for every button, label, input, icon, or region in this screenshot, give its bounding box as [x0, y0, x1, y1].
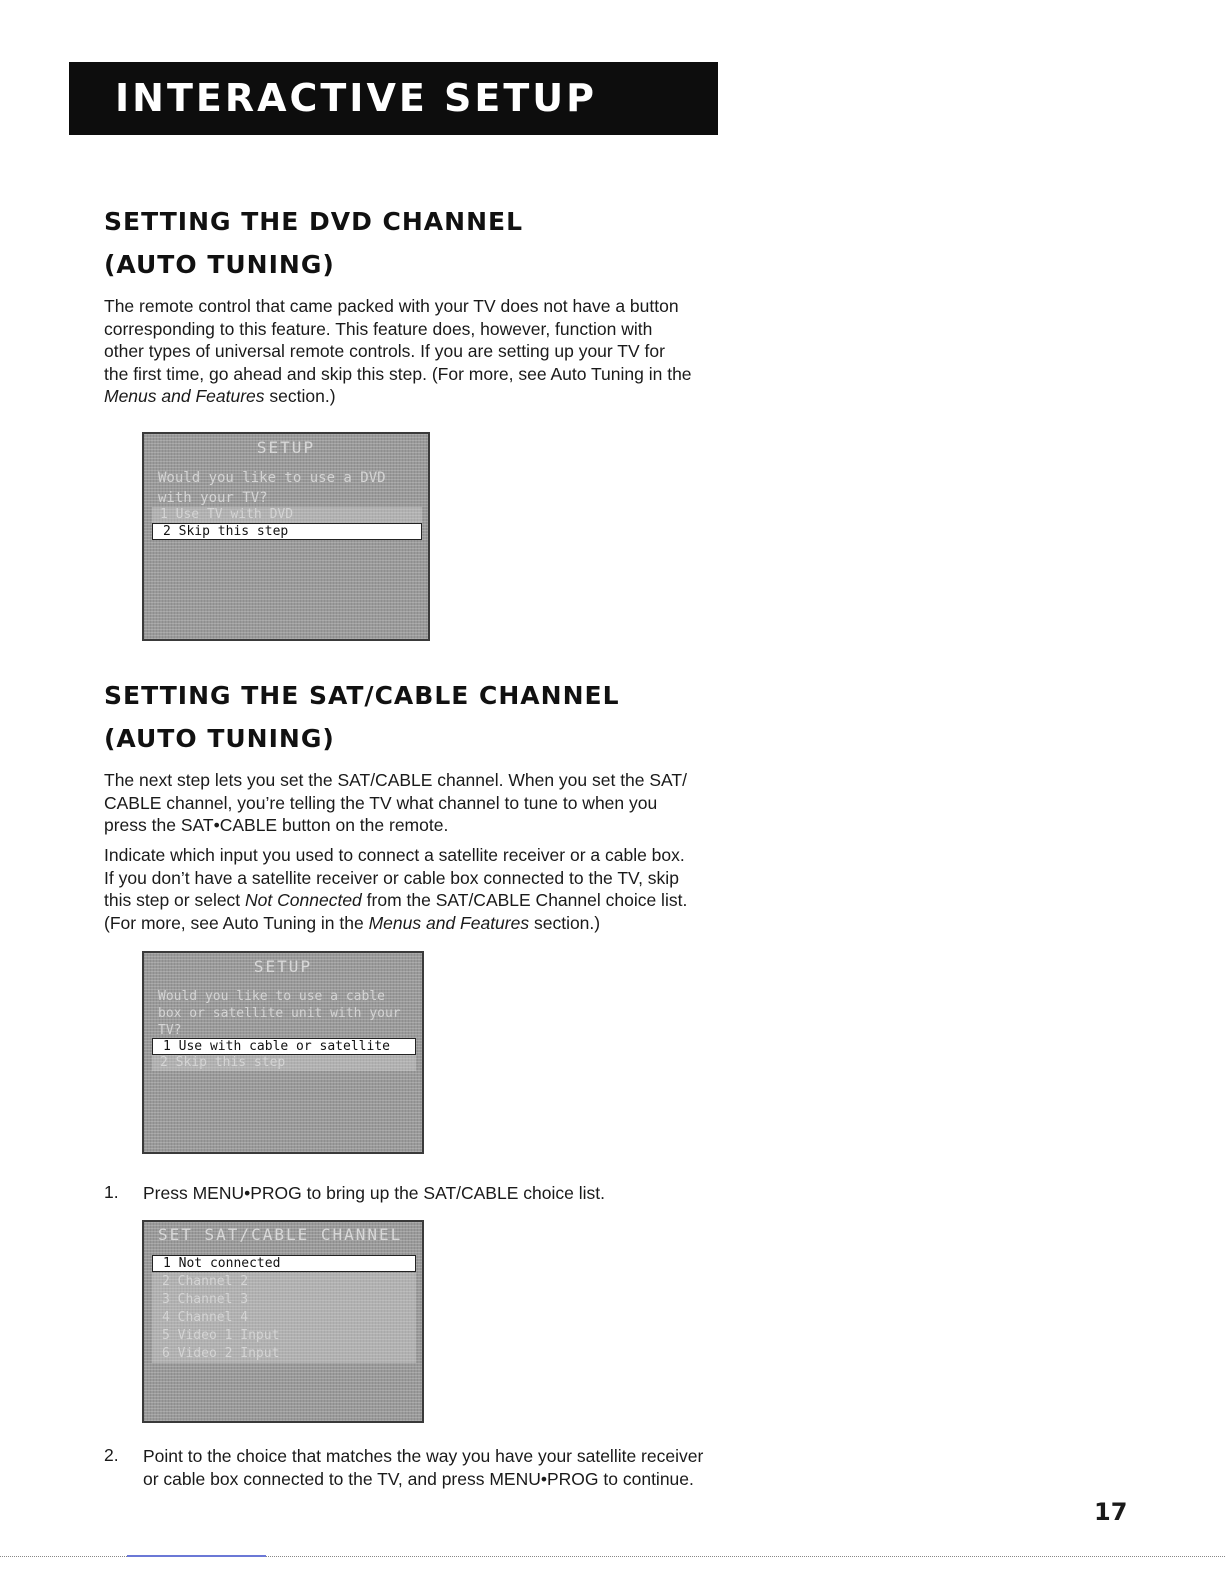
- sat-para2-line1: Indicate which input you used to connect a satellite receiver or a cable box.: [104, 845, 685, 865]
- sat-heading: [104, 677, 620, 757]
- sat-heading-line1: SETTING THE SAT/CABLE CHANNEL: [104, 681, 620, 710]
- osd-title: SET SAT/CABLE CHANNEL: [158, 1225, 403, 1244]
- sat-para2-line4: [104, 912, 687, 935]
- sat-para1-line1: The next step lets you set the SAT/CABLE channel. When you set the SAT/: [104, 770, 687, 790]
- dvd-setup-screen: [142, 432, 430, 641]
- channel-option-1-selected[interactable]: 1 Not connected: [152, 1255, 416, 1272]
- osd-option-2[interactable]: 2 Skip this step: [160, 1055, 286, 1070]
- sat-para2-line2: If you don’t have a satellite receiver or cable box connected to the TV, skip: [104, 867, 679, 888]
- osd-title: SETUP: [256, 438, 316, 457]
- dvd-para-line4: the first time, go ahead and skip this step. (For more, see Auto Tuning in the: [104, 363, 692, 384]
- sat-setup-screen: [142, 951, 424, 1154]
- osd-title: SETUP: [253, 957, 313, 976]
- osd-prompt-line1: Would you like to use a cable: [158, 989, 385, 1004]
- channel-option-4[interactable]: 4 Channel 4: [162, 1310, 249, 1325]
- dvd-para-line2: corresponding to this feature. This feature does, however, function with: [104, 318, 653, 339]
- osd-prompt-line3: TV?: [158, 1023, 182, 1038]
- dvd-para-line5: [104, 385, 692, 408]
- channel-option-5[interactable]: 5 Video 1 Input: [162, 1328, 280, 1343]
- step-2-line1: Point to the choice that matches the way you have your satellite receiver: [143, 1446, 704, 1466]
- sat-para2-line4-b: section.): [529, 912, 601, 933]
- sat-para1-line2: CABLE channel, you’re telling the TV what channel to tune to when you: [104, 792, 658, 813]
- step-2-number: 2.: [104, 1445, 119, 1465]
- channel-option-2[interactable]: 2 Channel 2: [162, 1274, 249, 1289]
- page-number: 17: [1094, 1498, 1128, 1526]
- step-1-line: Press MENU•PROG to bring up the SAT/CABLE choice list.: [143, 1183, 605, 1203]
- menus-features-ref-2: Menus and Features: [368, 912, 530, 933]
- channel-option-6[interactable]: 6 Video 2 Input: [162, 1346, 280, 1361]
- step-2-line2: or cable box connected to the TV, and press MENU•PROG to continue.: [143, 1468, 694, 1489]
- osd-prompt-line2: with your TV?: [158, 490, 268, 506]
- dvd-heading-line1: SETTING THE DVD CHANNEL: [104, 207, 523, 236]
- sat-para1-line3: press the SAT•CABLE button on the remote.: [104, 815, 449, 835]
- sat-heading-line2: (AUTO TUNING): [104, 724, 335, 753]
- osd-option-1-selected[interactable]: 1 Use with cable or satellite: [152, 1038, 416, 1055]
- step-2-text: [143, 1445, 703, 1490]
- dvd-para-line3: other types of universal remote controls. If you are setting up your TV for: [104, 341, 665, 361]
- osd-prompt-line2: box or satellite unit with your: [158, 1006, 401, 1021]
- dvd-paragraph: [104, 295, 692, 408]
- sat-para2-line4-a: (For more, see Auto Tuning in the: [104, 912, 369, 933]
- sat-cable-channel-screen: [142, 1220, 424, 1423]
- osd-option-2-selected[interactable]: 2 Skip this step: [152, 523, 422, 540]
- sat-para2-line3-a: this step or select: [104, 890, 246, 910]
- sat-paragraph-1: [104, 769, 687, 837]
- sat-paragraph-2: [104, 844, 687, 934]
- dvd-heading: [104, 203, 523, 283]
- channel-option-3[interactable]: 3 Channel 3: [162, 1292, 249, 1307]
- dvd-para-line5-rest: section.): [264, 386, 336, 406]
- step-1-text: [143, 1182, 605, 1205]
- sat-para2-line3-b: from the SAT/CABLE Channel choice list.: [361, 890, 688, 910]
- menus-features-ref: Menus and Features: [104, 386, 265, 406]
- not-connected-ref: Not Connected: [245, 890, 362, 910]
- dvd-heading-line2: (AUTO TUNING): [104, 250, 335, 279]
- section-banner: [69, 62, 718, 135]
- dvd-para-line1: The remote control that came packed with your TV does not have a button: [104, 296, 679, 316]
- banner-title: INTERACTIVE SETUP: [115, 76, 597, 120]
- step-1-number: 1.: [104, 1182, 119, 1202]
- osd-option-1[interactable]: 1 Use TV with DVD: [160, 507, 294, 522]
- osd-prompt-line1: Would you like to use a DVD: [158, 470, 386, 486]
- sat-para2-line3: [104, 889, 687, 912]
- page-bottom-link-underline: [127, 1555, 266, 1557]
